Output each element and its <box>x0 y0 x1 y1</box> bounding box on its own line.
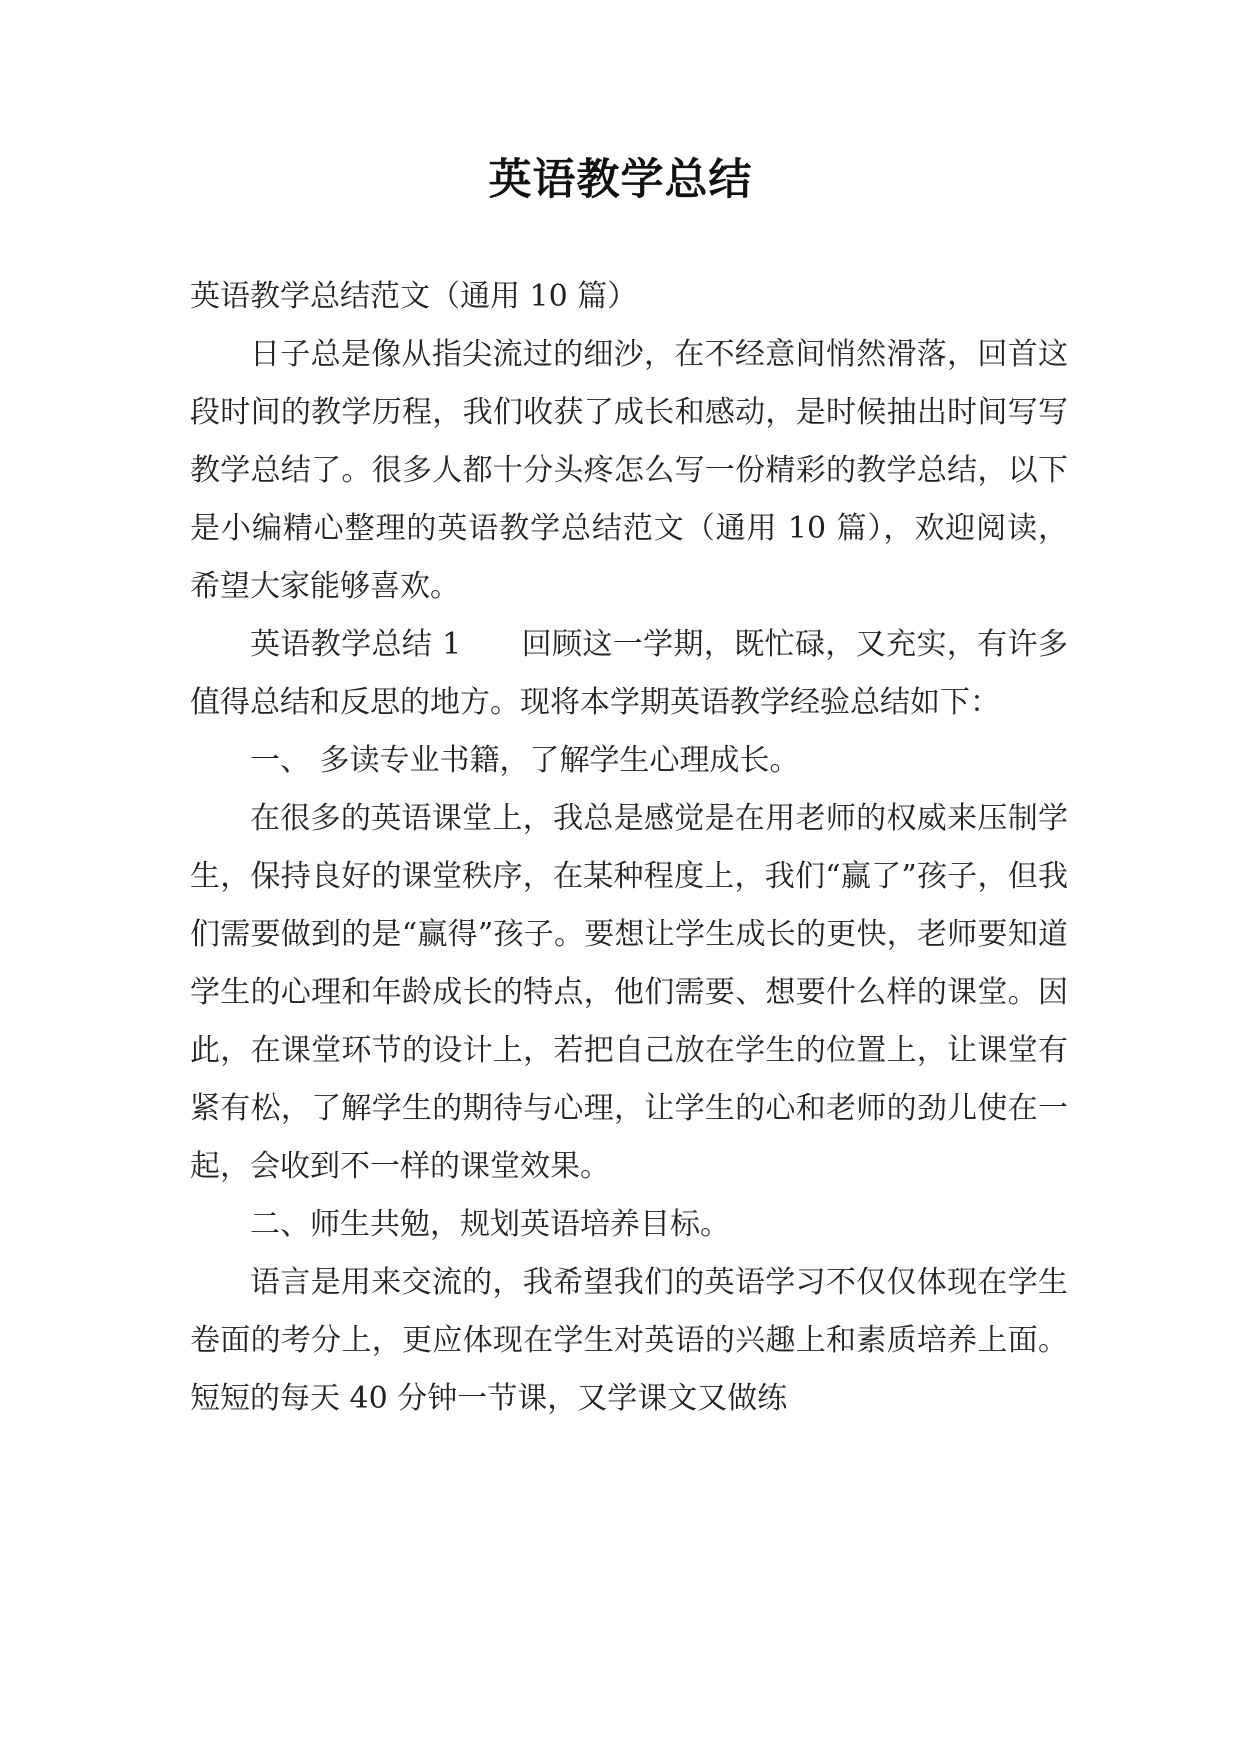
document-body <box>190 268 1068 1428</box>
point1-heading: 一、 多读专业书籍，了解学生心理成长。 <box>250 743 800 778</box>
document-subtitle: 英语教学总结范文（通用 10 篇） <box>190 279 638 314</box>
section1-heading: 英语教学总结 1 <box>250 627 462 662</box>
point2-paragraph: 语言是用来交流的，我希望我们的英语学习不仅仅体现在学生卷面的考分上，更应体现在学生对英语的兴趣上和素质培养上面。短短的每天 40 分钟一节课，又学课文又做练 <box>190 1265 1068 1416</box>
intro-paragraph: 日子总是像从指尖流过的细沙，在不经意间悄然滑落，回首这段时间的教学历程，我们收获了成长和感动，是时候抽出时间写写教学总结了。很多人都十分头疼怎么写一份精彩的教学总结，以下是小编精心整理的英语教学总结范文（通用 10 篇），欢迎阅读，希望大家能够喜欢。 <box>190 337 1068 604</box>
section1-lead: 回顾这一学期，既忙碌，又充实，有许多值得总结和反思的地方。现将本学期英语教学经验总结如下： <box>190 627 1068 720</box>
document-title: 英语教学总结 <box>488 155 753 205</box>
section1-paragraph <box>190 616 1068 732</box>
point2-heading: 二、师生共勉，规划英语培养目标。 <box>250 1207 730 1242</box>
point1-paragraph: 在很多的英语课堂上，我总是感觉是在用老师的权威来压制学生，保持良好的课堂秩序，在某种程度上，我们“赢了”孩子，但我们需要做到的是“赢得”孩子。要想让学生成长的更快，老师要知道学生的心理和年龄成长的特点，他们需要、想要什么样的课堂。因此，在课堂环节的设计上，若把自己放在学生的位置上，让课堂有紧有松，了解学生的期待与心理，让学生的心和老师的劲儿使在一起，会收到不一样的课堂效果。 <box>190 801 1068 1184</box>
